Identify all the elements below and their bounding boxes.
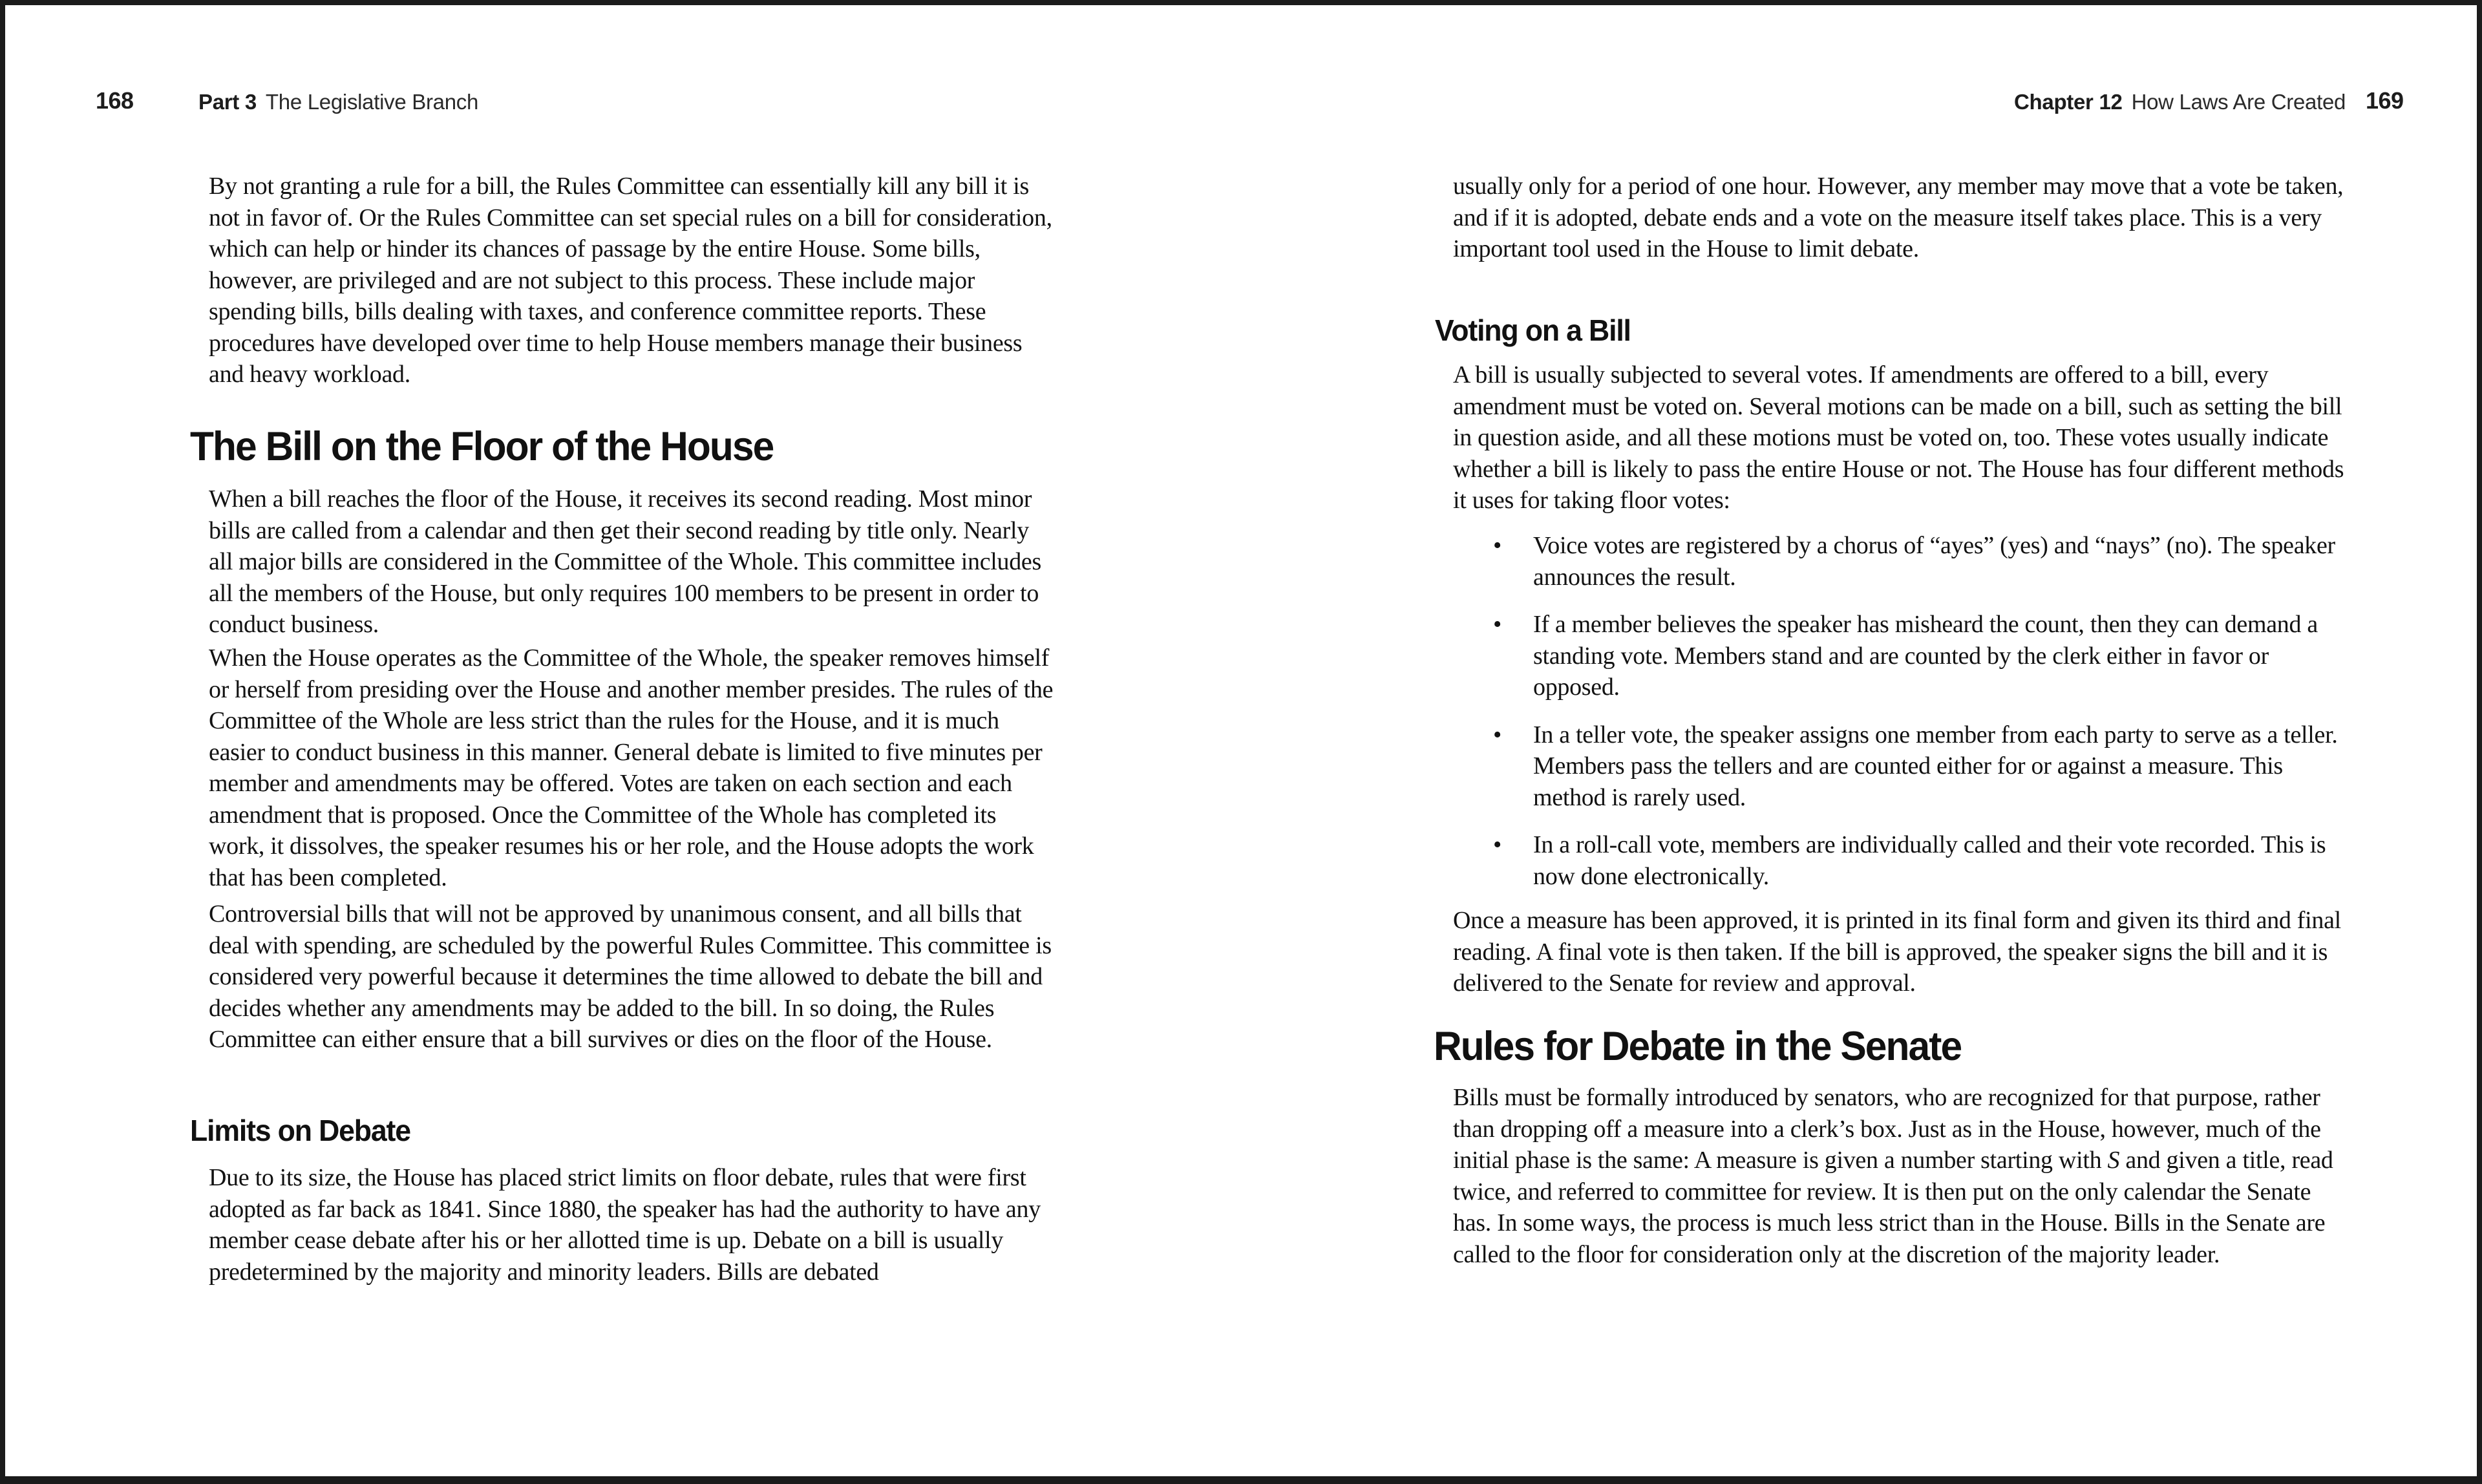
paragraph-second-reading: When a bill reaches the floor of the House, it receives its second reading. Most minor bills are called from a calendar and then get their second reading by title only. Nearly all major bills are considered in the Committee of the Whole. This committee includes all the members of the House, but only requires 100 members to be present in order to conduct business. [209, 485, 1041, 638]
subsection-heading-voting-on-a-bill: Voting on a Bill [1435, 313, 1631, 347]
list-item-voice-vote: • Voice votes are registered by a chorus of “ayes” (yes) and “nays” (no). The speaker announces the result. [1493, 530, 2356, 593]
floor-vote-methods-list [1493, 530, 2356, 908]
running-head-left-title: The Legislative Branch [265, 90, 479, 114]
page-number-right: 169 [2366, 87, 2404, 114]
paragraph-controversial-bills: Controversial bills that will not be approved by unanimous consent, and all bills that deal with spending, are scheduled by the powerful Rules Committee. This committee is considered very powerful because it determines the time allowed to debate the bill and decides whether any amendments may be added to the bill. In so doing, the Rules Committee can either ensure that a bill survives or dies on the floor of the House. [209, 900, 1052, 1053]
running-head-right [2014, 89, 2346, 115]
senate-paragraph-text-continued: and given a title, read twice, and referred to committee for review. It is then put on the only calendar the Senate has. In some ways, the process is much less strict than in the House. Bills in the Senate are called to the floor for consideration only at the discretion of the majority leader. [1453, 1147, 2333, 1268]
paragraph-limits-on-debate: Due to its size, the House has placed strict limits on floor debate, rules that were first adopted as far back as 1841. Since 1880, the speaker has had the authority to have any member cease debate after his or her allotted time is up. Debate on a bill is usually predetermined by the majority and minority leaders. Bills are debated [209, 1164, 1041, 1286]
subsection-heading-limits-on-debate: Limits on Debate [190, 1114, 410, 1147]
section-heading-bill-on-floor: The Bill on the Floor of the House [190, 424, 774, 469]
intro-paragraph: By not granting a rule for a bill, the Rules Committee can essentially kill any bill it is not in favor of. Or the Rules Committee can set special rules on a bill for consideration, which can help or hinder its chances of passage by the entire House. Some bills, however, are privileged and are not subject to this process. These include major spending bills, bills dealing with taxes, and conference committee reports. These procedures have developed over time to help House members manage their business and heavy workload. [209, 173, 1052, 388]
list-item-teller-vote: • In a teller vote, the speaker assigns one member from each party to serve as a teller. Members pass the tellers and are counted either for or against a measure. This method is rarely used. [1493, 719, 2356, 814]
paragraph-voting-on-a-bill: A bill is usually subjected to several votes. If amendments are offered to a bill, every amendment must be voted on. Several motions can be made on a bill, such as setting the bill in question aside, and all these motions must be voted on, too. These votes usually indicate whether a bill is likely to pass the entire House or not. The House has four different methods it uses for taking floor votes: [1453, 361, 2344, 514]
senate-paragraph-text: Bills must be formally introduced by senators, who are recognized for that purpose, rather than dropping off a measure into a clerk’s box. Just as in the House, however, much of the initial phase is the same: A measure is given a number starting with [1453, 1084, 2321, 1174]
list-item-roll-call-vote: • In a roll-call vote, members are individually called and their vote recorded. This is now done electronically. [1493, 829, 2356, 892]
running-head-left [198, 89, 478, 115]
running-head-right-label: Chapter 12 [2014, 90, 2123, 114]
section-heading-senate-rules: Rules for Debate in the Senate [1434, 1024, 1962, 1069]
list-item-standing-vote: • If a member believes the speaker has misheard the count, then they can demand a standing vote. Members stand and are counted by the clerk either in favor or opposed. [1493, 609, 2356, 703]
senate-bill-number-letter: S [2107, 1147, 2120, 1174]
paragraph-senate-rules [1453, 1082, 2351, 1270]
page-number-left: 168 [96, 87, 134, 114]
running-head-right-title: How Laws Are Created [2131, 90, 2346, 114]
paragraph-debate-continued: usually only for a period of one hour. However, any member may move that a vote be taken, and if it is adopted, debate ends and a vote on the measure itself takes place. This is a very important tool used in the House to limit debate. [1453, 173, 2344, 262]
running-head-left-label: Part 3 [198, 90, 257, 114]
paragraph-committee-of-whole: When the House operates as the Committee of the Whole, the speaker removes himself or herself from presiding over the House and another member presides. The rules of the Committee of the Whole are less strict than the rules for the House, and it is much easier to conduct business in this manner. General debate is limited to five minutes per member and amendments may be offered. Votes are taken on each section and each amendment that is proposed. Once the Committee of the Whole has completed its work, it dissolves, the speaker resumes his or her role, and the House adopts the work that has been completed. [209, 644, 1054, 891]
paragraph-measure-approved: Once a measure has been approved, it is printed in its final form and given its third and final reading. A final vote is then taken. If the bill is approved, the speaker signs the bill and it is delivered to the Senate for review and approval. [1453, 907, 2341, 997]
